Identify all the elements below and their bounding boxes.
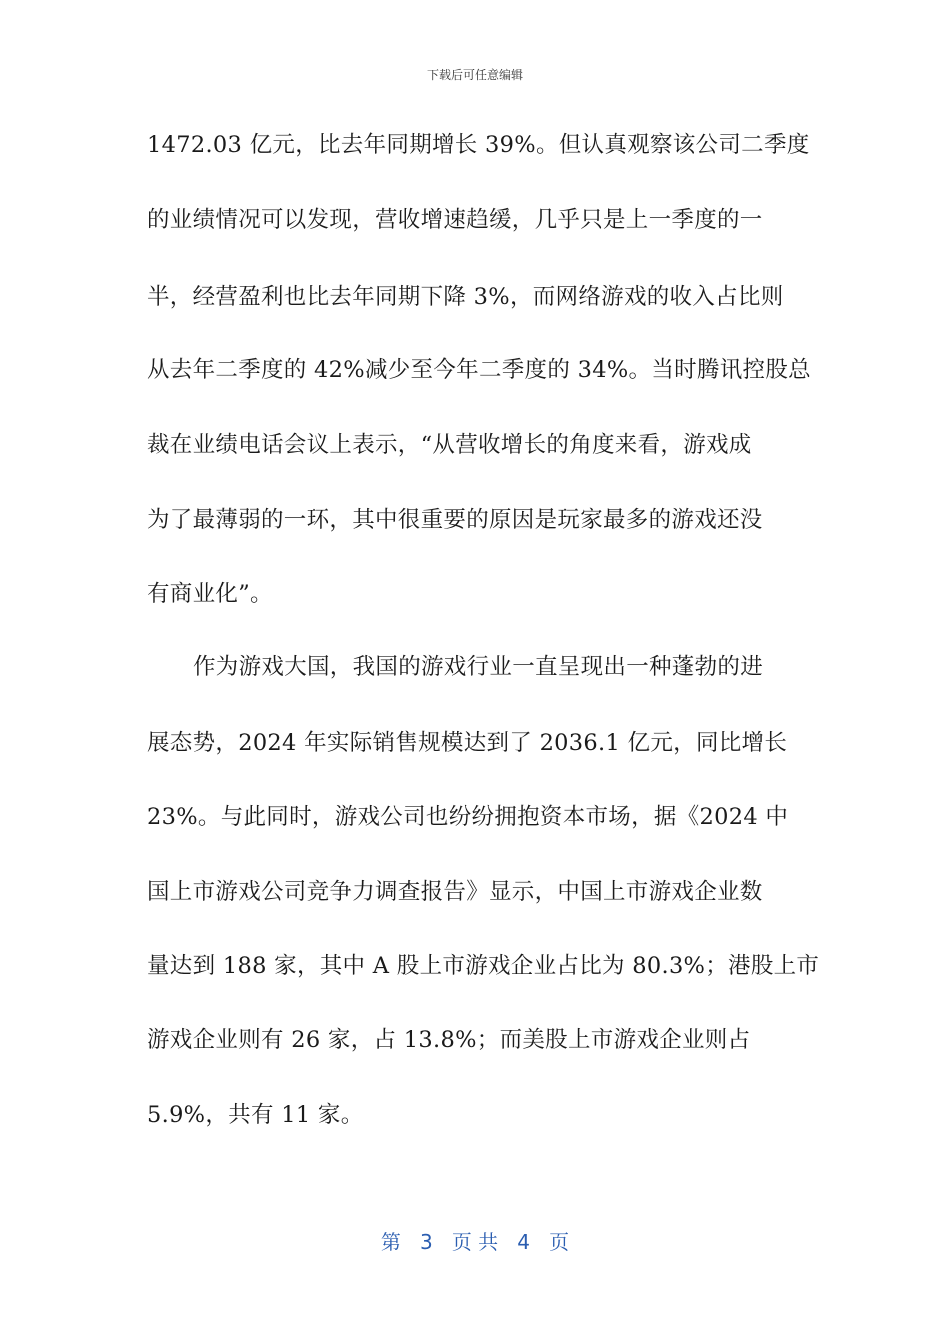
- footer-suffix: 页: [549, 1230, 570, 1254]
- text-line: 的业绩情况可以发现，营收增速趋缓，几乎只是上一季度的一: [147, 207, 763, 233]
- page-footer: [0, 1226, 950, 1255]
- page-header: 下载后可任意编辑: [426, 68, 523, 82]
- text-line: 量达到 188 家，其中 A 股上市游戏企业占比为 80.3%；港股上市: [147, 953, 820, 979]
- footer-prefix: 第: [380, 1230, 401, 1254]
- total-pages-number: 4: [517, 1230, 530, 1254]
- text-line: 国上市游戏公司竞争力调查报告》显示，中国上市游戏企业数: [147, 879, 763, 905]
- text-line: 23%。与此同时，游戏公司也纷纷拥抱资本市场，据《2024 中: [147, 804, 789, 830]
- text-line: 5.9%，共有 11 家。: [147, 1102, 364, 1128]
- current-page-number: 3: [420, 1230, 433, 1254]
- text-line: 1472.03 亿元，比去年同期增长 39%。但认真观察该公司二季度: [147, 132, 810, 158]
- text-line: 游戏企业则有 26 家，占 13.8%；而美股上市游戏企业则占: [147, 1027, 751, 1053]
- text-line: 从去年二季度的 42%减少至今年二季度的 34%。当时腾讯控股总: [147, 357, 811, 383]
- text-line: 展态势，2024 年实际销售规模达到了 2036.1 亿元，同比增长: [147, 730, 788, 756]
- text-line: 裁在业绩电话会议上表示，“从营收增长的角度来看，游戏成: [147, 432, 752, 458]
- text-line: 为了最薄弱的一环，其中很重要的原因是玩家最多的游戏还没: [147, 507, 763, 533]
- footer-middle: 页 共: [451, 1230, 499, 1254]
- text-line: 有商业化”。: [147, 581, 273, 607]
- paragraph-first-line: 作为游戏大国，我国的游戏行业一直呈现出一种蓬勃的进: [193, 654, 764, 680]
- text-line: 半，经营盈利也比去年同期下降 3%，而网络游戏的收入占比则: [147, 284, 784, 310]
